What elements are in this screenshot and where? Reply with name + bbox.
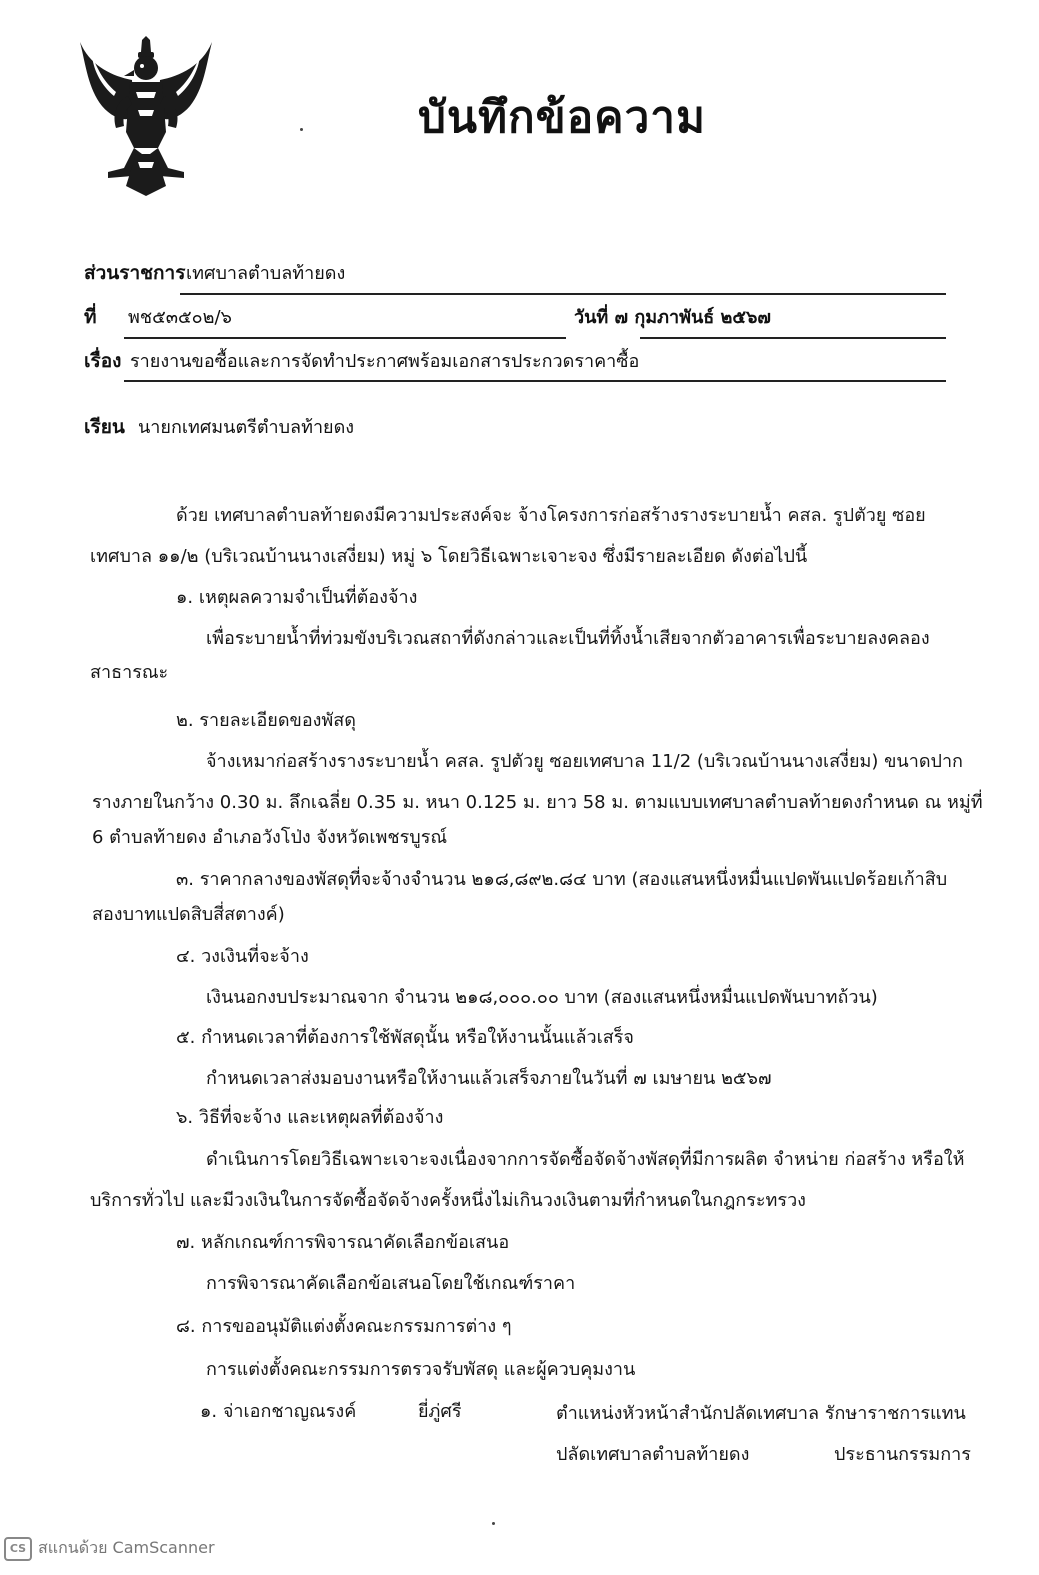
agency-label: ส่วนราชการ	[84, 262, 186, 284]
ref-rule	[124, 337, 566, 339]
section-6-heading: ๖. วิธีที่จะจ้าง และเหตุผลที่ต้องจ้าง	[176, 1107, 444, 1128]
section-1-heading: ๑. เหตุผลความจำเป็นที่ต้องจ้าง	[176, 587, 418, 608]
agency-value: เทศบาลตำบลท้ายดง	[186, 263, 346, 284]
section-1-line-2: สาธารณะ	[90, 662, 169, 683]
section-4-line-1: เงินนอกงบประมาณจาก จำนวน ๒๑๘,๐๐๐.๐๐ บาท (สองแสนหนึ่งหมื่นแปดพันบาทถ้วน)	[206, 987, 878, 1008]
scan-speck	[492, 1522, 495, 1525]
section-7-heading: ๗. หลักเกณฑ์การพิจารณาคัดเลือกข้อเสนอ	[176, 1232, 510, 1253]
section-8-line-1: การแต่งตั้งคณะกรรมการตรวจรับพัสดุ และผู้ควบคุมงาน	[206, 1359, 636, 1380]
document-title: บันทึกข้อความ	[418, 92, 707, 143]
section-2-line-2: รางภายในกว้าง 0.30 ม. ลึกเฉลี่ย 0.35 ม. หนา 0.125 ม. ยาว 58 ม. ตามแบบเทศบาลตำบลท้ายดงกำหนด ณ หมู่ที่	[92, 792, 983, 813]
camscanner-text: สแกนด้วย CamScanner	[38, 1538, 215, 1557]
section-1-line-1: เพื่อระบายน้ำที่ท่วมขังบริเวณสถาที่ดังกล่าวและเป็นที่ทิ้งน้ำเสียจากตัวอาคารเพื่อระบายลงคลอง	[206, 628, 930, 649]
to-value: นายกเทศมนตรีตำบลท้ายดง	[138, 417, 355, 438]
section-3-line-1: ๓. ราคากลางของพัสดุที่จะจ้างจำนวน ๒๑๘,๘๙๒.๘๔ บาท (สองแสนหนึ่งหมื่นแปดพันแปดร้อยเก้าสิบ	[176, 869, 948, 890]
section-2-heading: ๒. รายละเอียดของพัสดุ	[176, 710, 356, 731]
member-1-position-line-1: ตำแหน่งหัวหน้าสำนักปลัดเทศบาล รักษาราชการแทน	[556, 1403, 966, 1424]
section-4-heading: ๔. วงเงินที่จะจ้าง	[176, 946, 309, 967]
to-label: เรียน	[84, 416, 125, 438]
agency-rule	[180, 293, 946, 295]
intro-line-1	[176, 500, 926, 529]
section-5-heading: ๕. กำหนดเวลาที่ต้องการใช้พัสดุนั้น หรือให้งานนั้นแล้วเสร็จ	[176, 1027, 634, 1048]
section-2-line-1: จ้างเหมาก่อสร้างรางระบายน้ำ คสล. รูปตัวยู ซอยเทศบาล 11/2 (บริเวณบ้านนางเสงี่ยม) ขนาดปาก	[206, 751, 963, 772]
subject-value: รายงานขอซื้อและการจัดทำประกาศพร้อมเอกสารประกวดราคาซื้อ	[130, 351, 640, 372]
member-1-role: ประธานกรรมการ	[834, 1444, 971, 1465]
member-1-position-line-2: ปลัดเทศบาลตำบลท้ายดง	[556, 1444, 750, 1465]
member-1-name: ๑. จ่าเอกชาญณรงค์	[200, 1401, 357, 1422]
section-8-heading: ๘. การขออนุมัติแต่งตั้งคณะกรรมการต่าง ๆ	[176, 1316, 512, 1337]
garuda-emblem-icon	[78, 36, 214, 198]
camscanner-logo-icon: CS	[4, 1537, 32, 1561]
member-1-surname: ยี่ภู่ศรี	[418, 1401, 462, 1422]
section-3-line-2: สองบาทแปดสิบสี่สตางค์)	[92, 904, 285, 925]
ref-value: พช๕๓๕๐๒/๖	[128, 307, 232, 328]
section-6-line-2: บริการทั่วไป และมีวงเงินในการจัดซื้อจัดจ้างครั้งหนึ่งไม่เกินวงเงินตามที่กำหนดในกฎกระทรวง	[90, 1190, 806, 1211]
section-2-line-3: 6 ตำบลท้ายดง อำเภอวังโป่ง จังหวัดเพชรบูรณ์	[92, 827, 448, 848]
camscanner-watermark	[4, 1536, 215, 1561]
scan-speck	[300, 128, 303, 131]
section-6-line-1: ดำเนินการโดยวิธีเฉพาะเจาะจงเนื่องจากการจัดซื้อจัดจ้างพัสดุที่มีการผลิต จำหน่าย ก่อสร้าง หรือให้	[206, 1149, 965, 1170]
date-rule	[640, 337, 946, 339]
subject-label: เรื่อง	[84, 350, 122, 372]
section-7-line-1: การพิจารณาคัดเลือกข้อเสนอโดยใช้เกณฑ์ราคา	[206, 1273, 576, 1294]
intro-line-2: เทศบาล ๑๑/๒ (บริเวณบ้านนางเสงี่ยม) หมู่ ๖ โดยวิธีเฉพาะเจาะจง ซึ่งมีรายละเอียด ดังต่อไปนี้	[90, 546, 808, 567]
ref-label: ที่	[84, 306, 97, 328]
section-5-line-1: กำหนดเวลาส่งมอบงานหรือให้งานแล้วเสร็จภายในวันที่ ๗ เมษายน ๒๕๖๗	[206, 1068, 772, 1089]
date-text: วันที่ ๗ กุมภาพันธ์ ๒๕๖๗	[574, 307, 771, 328]
subject-rule	[124, 380, 946, 382]
intro-line-1-text: ด้วย เทศบาลตำบลท้ายดงมีความประสงค์จะ จ้างโครงการก่อสร้างรางระบายน้ำ คสล. รูปตัวยู ซอย	[176, 505, 926, 526]
